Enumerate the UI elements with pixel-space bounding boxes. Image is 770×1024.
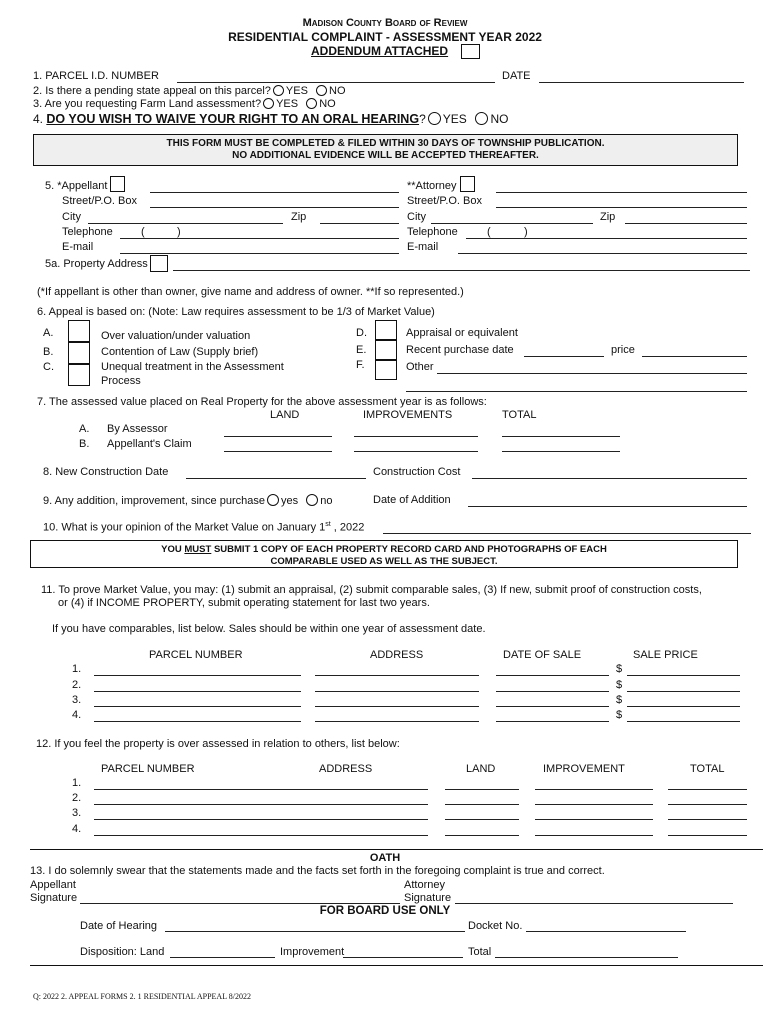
attorney-zip-field[interactable] xyxy=(625,223,747,224)
hearing-yes-radio[interactable] xyxy=(428,112,441,125)
comp-parcel-field[interactable] xyxy=(94,721,301,722)
comp-price-field[interactable] xyxy=(627,675,740,676)
price-field[interactable] xyxy=(642,356,747,357)
addition-yes-radio[interactable] xyxy=(267,494,279,506)
oa-total-field[interactable] xyxy=(668,789,747,790)
notice-line-2: NO ADDITIONAL EVIDENCE WILL BE ACCEPTED THEREAFTER. xyxy=(232,150,539,161)
dollar-sign: $ xyxy=(616,709,623,721)
comp-col-parcel: PARCEL NUMBER xyxy=(149,649,243,661)
appellant-label: 5. *Appellant xyxy=(45,180,108,192)
oa-row-number: 4. xyxy=(72,823,82,835)
date-field[interactable] xyxy=(539,82,744,83)
comp-col-address: ADDRESS xyxy=(370,649,424,661)
comp-date-field[interactable] xyxy=(496,691,609,692)
pending-appeal-question: 2. Is there a pending state appeal on this parcel? YES NO xyxy=(33,85,346,97)
appellant-street-field[interactable] xyxy=(150,207,399,208)
basis-b-letter: B. xyxy=(43,346,54,358)
over-assessed-label: 12. If you feel the property is over assessed in relation to others, list below: xyxy=(36,738,400,750)
appellant-street-label: Street/P.O. Box xyxy=(62,195,138,207)
oa-total-field[interactable] xyxy=(668,835,747,836)
dollar-sign: $ xyxy=(616,663,623,675)
claim-letter: B. xyxy=(79,438,90,450)
attorney-telephone-label: Telephone xyxy=(407,226,458,238)
oa-row-number: 3. xyxy=(72,807,82,819)
attorney-name-field[interactable] xyxy=(496,192,747,193)
basis-e-checkbox[interactable] xyxy=(375,340,397,360)
attorney-signature-field[interactable] xyxy=(455,903,733,904)
purchase-date-field[interactable] xyxy=(524,356,604,357)
comp-date-field[interactable] xyxy=(496,706,609,707)
appellant-zip-label: Zip xyxy=(291,211,307,223)
attorney-area-open: ( xyxy=(487,226,491,238)
oa-total-field[interactable] xyxy=(668,819,747,820)
filing-notice xyxy=(33,134,738,166)
oa-col-parcel: PARCEL NUMBER xyxy=(101,763,195,775)
basis-f-text: Other xyxy=(406,361,434,373)
basis-a-text: Over valuation/under valuation xyxy=(101,330,251,342)
oa-row-number: 2. xyxy=(72,792,82,804)
comp-parcel-field[interactable] xyxy=(94,691,301,692)
addition-question: 9. Any addition, improvement, since purchase yes no xyxy=(43,495,333,507)
date-label: DATE xyxy=(502,70,531,82)
appellant-telephone-field[interactable] xyxy=(120,238,399,239)
notice-line-1: THIS FORM MUST BE COMPLETED & FILED WITHIN 30 DAYS OF TOWNSHIP PUBLICATION. xyxy=(166,138,605,149)
property-address-checkbox[interactable] xyxy=(150,255,168,272)
disposition-improvement-label: Improvement xyxy=(280,946,345,958)
basis-a-checkbox[interactable] xyxy=(68,320,90,342)
construction-cost-field[interactable] xyxy=(472,478,747,479)
claim-improvements-field[interactable] xyxy=(354,451,478,452)
board-use-title: FOR BOARD USE ONLY xyxy=(319,905,451,917)
oa-improvement-field[interactable] xyxy=(535,789,653,790)
farmland-no-radio[interactable] xyxy=(306,98,317,109)
dollar-sign: $ xyxy=(616,694,623,706)
oa-row-number: 1. xyxy=(72,777,82,789)
claim-land-field[interactable] xyxy=(224,451,332,452)
appellant-signature-field[interactable] xyxy=(80,903,400,904)
comp-row-number: 3. xyxy=(72,694,82,706)
oa-col-improvement: IMPROVEMENT xyxy=(543,763,625,775)
attorney-area-close: ) xyxy=(524,226,528,238)
oa-land-field[interactable] xyxy=(445,789,519,790)
basis-c-letter: C. xyxy=(43,361,54,373)
basis-b-text: Contention of Law (Supply brief) xyxy=(101,346,259,358)
oa-total-field[interactable] xyxy=(668,804,747,805)
oa-parcel-address-field[interactable] xyxy=(94,789,428,790)
pending-no-radio[interactable] xyxy=(316,85,327,96)
oath-text: 13. I do solemnly swear that the statements made and the facts set forth in the foregoing complaint is true and correct. xyxy=(30,865,605,877)
oa-col-land: LAND xyxy=(466,763,496,775)
assessor-land-field[interactable] xyxy=(224,436,332,437)
appellant-telephone-label: Telephone xyxy=(62,226,113,238)
appellant-area-open: ( xyxy=(141,226,145,238)
addendum-checkbox[interactable] xyxy=(461,44,480,59)
parcel-id-label: 1. PARCEL I.D. NUMBER xyxy=(33,70,159,82)
date-of-addition-field[interactable] xyxy=(468,506,747,507)
comparables-instructions: If you have comparables, list below. Sales should be within one year of assessment date. xyxy=(52,623,486,635)
attorney-zip-label: Zip xyxy=(600,211,616,223)
comp-row-number: 1. xyxy=(72,663,82,675)
comp-price-field[interactable] xyxy=(627,721,740,722)
attorney-email-field[interactable] xyxy=(458,253,747,254)
appellant-email-field[interactable] xyxy=(120,253,399,254)
appellant-name-field[interactable] xyxy=(150,192,399,193)
oath-appellant-label: Appellant xyxy=(30,879,76,891)
oa-col-address: ADDRESS xyxy=(319,763,373,775)
attorney-street-label: Street/P.O. Box xyxy=(407,195,483,207)
comp-date-field[interactable] xyxy=(496,675,609,676)
oa-land-field[interactable] xyxy=(445,819,519,820)
basis-d-checkbox[interactable] xyxy=(375,320,397,340)
addition-no-radio[interactable] xyxy=(306,494,318,506)
comp-parcel-field[interactable] xyxy=(94,675,301,676)
construction-date-field[interactable] xyxy=(186,478,366,479)
basis-c-text-2: Process xyxy=(101,375,141,387)
owner-footnote: (*If appellant is other than owner, give name and address of owner. **If so represented.) xyxy=(37,286,464,298)
comp-parcel-field[interactable] xyxy=(94,706,301,707)
appellant-claim-label: Appellant's Claim xyxy=(107,438,192,450)
board-divider xyxy=(30,965,763,966)
attorney-city-field[interactable] xyxy=(431,223,593,224)
comp-row-number: 2. xyxy=(72,679,82,691)
price-label: price xyxy=(611,344,635,356)
basis-f-checkbox[interactable] xyxy=(375,360,397,380)
attorney-street-field[interactable] xyxy=(496,207,747,208)
attorney-city-label: City xyxy=(407,211,426,223)
oa-improvement-field[interactable] xyxy=(535,819,653,820)
date-of-hearing-label: Date of Hearing xyxy=(80,920,158,932)
market-value-proof-text: 11. To prove Market Value, you may: (1) submit an appraisal, (2) submit comparable sales, (3) If new, submit proof of construction costs, xyxy=(41,584,702,596)
comp-col-date: DATE OF SALE xyxy=(503,649,582,661)
disposition-total-label: Total xyxy=(468,946,492,958)
assessor-letter: A. xyxy=(79,423,90,435)
attorney-email-label: E-mail xyxy=(407,241,439,253)
comp-address-field[interactable] xyxy=(315,675,479,676)
farmland-yes-radio[interactable] xyxy=(263,98,274,109)
assessor-total-field[interactable] xyxy=(502,436,620,437)
attorney-telephone-field[interactable] xyxy=(466,238,747,239)
property-address-field[interactable] xyxy=(173,270,750,271)
basis-b-checkbox[interactable] xyxy=(68,342,90,364)
basis-e-text: Recent purchase date xyxy=(406,344,514,356)
property-address-label: 5a. Property Address xyxy=(45,258,148,270)
submission-notice xyxy=(30,540,738,568)
oa-parcel-address-field[interactable] xyxy=(94,819,428,820)
comp-price-field[interactable] xyxy=(627,691,740,692)
market-value-question: 10. What is your opinion of the Market Value on January 1st , 2022 xyxy=(43,521,365,534)
board-name: Madison County Board of Review xyxy=(302,17,468,29)
disposition-land-field[interactable] xyxy=(170,957,275,958)
oath-title: OATH xyxy=(369,852,401,864)
parcel-id-field[interactable] xyxy=(177,82,495,83)
basis-c-text: Unequal treatment in the Assessment xyxy=(101,361,284,373)
comp-col-price: SALE PRICE xyxy=(633,649,698,661)
attorney-label: **Attorney xyxy=(407,180,457,192)
attorney-checkbox[interactable] xyxy=(460,176,475,192)
basis-a-letter: A. xyxy=(43,327,54,339)
hearing-no-radio[interactable] xyxy=(475,112,488,125)
oral-hearing-question: 4. DO YOU WISH TO WAIVE YOUR RIGHT TO AN ORAL HEARING? YES NO xyxy=(33,112,509,126)
market-value-field[interactable] xyxy=(383,533,751,534)
by-assessor-label: By Assessor xyxy=(107,423,168,435)
comp-address-field[interactable] xyxy=(315,691,479,692)
oa-parcel-address-field[interactable] xyxy=(94,835,428,836)
disposition-total-field[interactable] xyxy=(495,957,678,958)
docket-field[interactable] xyxy=(526,931,686,932)
oath-attorney-signature-label: Signature xyxy=(404,892,452,904)
pending-yes-radio[interactable] xyxy=(273,85,284,96)
comp-address-field[interactable] xyxy=(315,706,479,707)
comp-date-field[interactable] xyxy=(496,721,609,722)
oa-land-field[interactable] xyxy=(445,835,519,836)
market-value-proof-text-2: or (4) if INCOME PROPERTY, submit operating statement for last two years. xyxy=(58,597,430,609)
appeal-basis-label: 6. Appeal is based on: (Note: Law requires assessment to be 1/3 of Market Value) xyxy=(37,306,435,318)
appellant-city-label: City xyxy=(62,211,81,223)
oa-col-total: TOTAL xyxy=(690,763,725,775)
oa-land-field[interactable] xyxy=(445,804,519,805)
construction-date-label: 8. New Construction Date xyxy=(43,466,169,478)
footer-code: Q: 2022 2. APPEAL FORMS 2. 1 RESIDENTIAL APPEAL 8/2022 xyxy=(33,992,252,1001)
disposition-land-label: Disposition: Land xyxy=(80,946,165,958)
comp-price-field[interactable] xyxy=(627,706,740,707)
appellant-city-field[interactable] xyxy=(88,223,283,224)
date-of-addition-label: Date of Addition xyxy=(373,494,451,506)
dollar-sign: $ xyxy=(616,679,623,691)
col-improvements: IMPROVEMENTS xyxy=(363,409,453,421)
comp-row-number: 4. xyxy=(72,709,82,721)
oath-divider xyxy=(30,849,763,850)
construction-cost-label: Construction Cost xyxy=(373,466,461,478)
basis-f-letter: F. xyxy=(356,359,365,371)
oath-appellant-signature-label: Signature xyxy=(30,892,78,904)
disposition-improvement-field[interactable] xyxy=(343,957,463,958)
form-title: RESIDENTIAL COMPLAINT - ASSESSMENT YEAR 2022 xyxy=(228,30,542,44)
comp-address-field[interactable] xyxy=(315,721,479,722)
farmland-question: 3. Are you requesting Farm Land assessment? YES NO xyxy=(33,98,336,110)
other-field-2[interactable] xyxy=(406,391,747,392)
docket-label: Docket No. xyxy=(468,920,523,932)
col-land: LAND xyxy=(270,409,300,421)
oa-improvement-field[interactable] xyxy=(535,835,653,836)
submission-notice-line-1: YOU MUST SUBMIT 1 COPY OF EACH PROPERTY RECORD CARD AND PHOTOGRAPHS OF EACH xyxy=(161,544,607,555)
appellant-area-close: ) xyxy=(177,226,181,238)
basis-d-letter: D. xyxy=(356,327,367,339)
addendum-label: ADDENDUM ATTACHED xyxy=(311,44,449,58)
appellant-checkbox[interactable] xyxy=(110,176,125,192)
assessed-value-label: 7. The assessed value placed on Real Property for the above assessment year is as follows: xyxy=(37,396,487,408)
appellant-email-label: E-mail xyxy=(62,241,94,253)
basis-d-text: Appraisal or equivalent xyxy=(406,327,518,339)
oath-attorney-label: Attorney xyxy=(404,879,445,891)
claim-total-field[interactable] xyxy=(502,451,620,452)
other-field[interactable] xyxy=(437,373,747,374)
basis-e-letter: E. xyxy=(356,344,367,356)
col-total: TOTAL xyxy=(502,409,537,421)
oa-improvement-field[interactable] xyxy=(535,804,653,805)
appellant-zip-field[interactable] xyxy=(320,223,399,224)
assessor-improvements-field[interactable] xyxy=(354,436,478,437)
oa-parcel-address-field[interactable] xyxy=(94,804,428,805)
date-of-hearing-field[interactable] xyxy=(165,931,465,932)
basis-c-checkbox[interactable] xyxy=(68,364,90,386)
submission-notice-line-2: COMPARABLE USED AS WELL AS THE SUBJECT. xyxy=(270,556,498,567)
